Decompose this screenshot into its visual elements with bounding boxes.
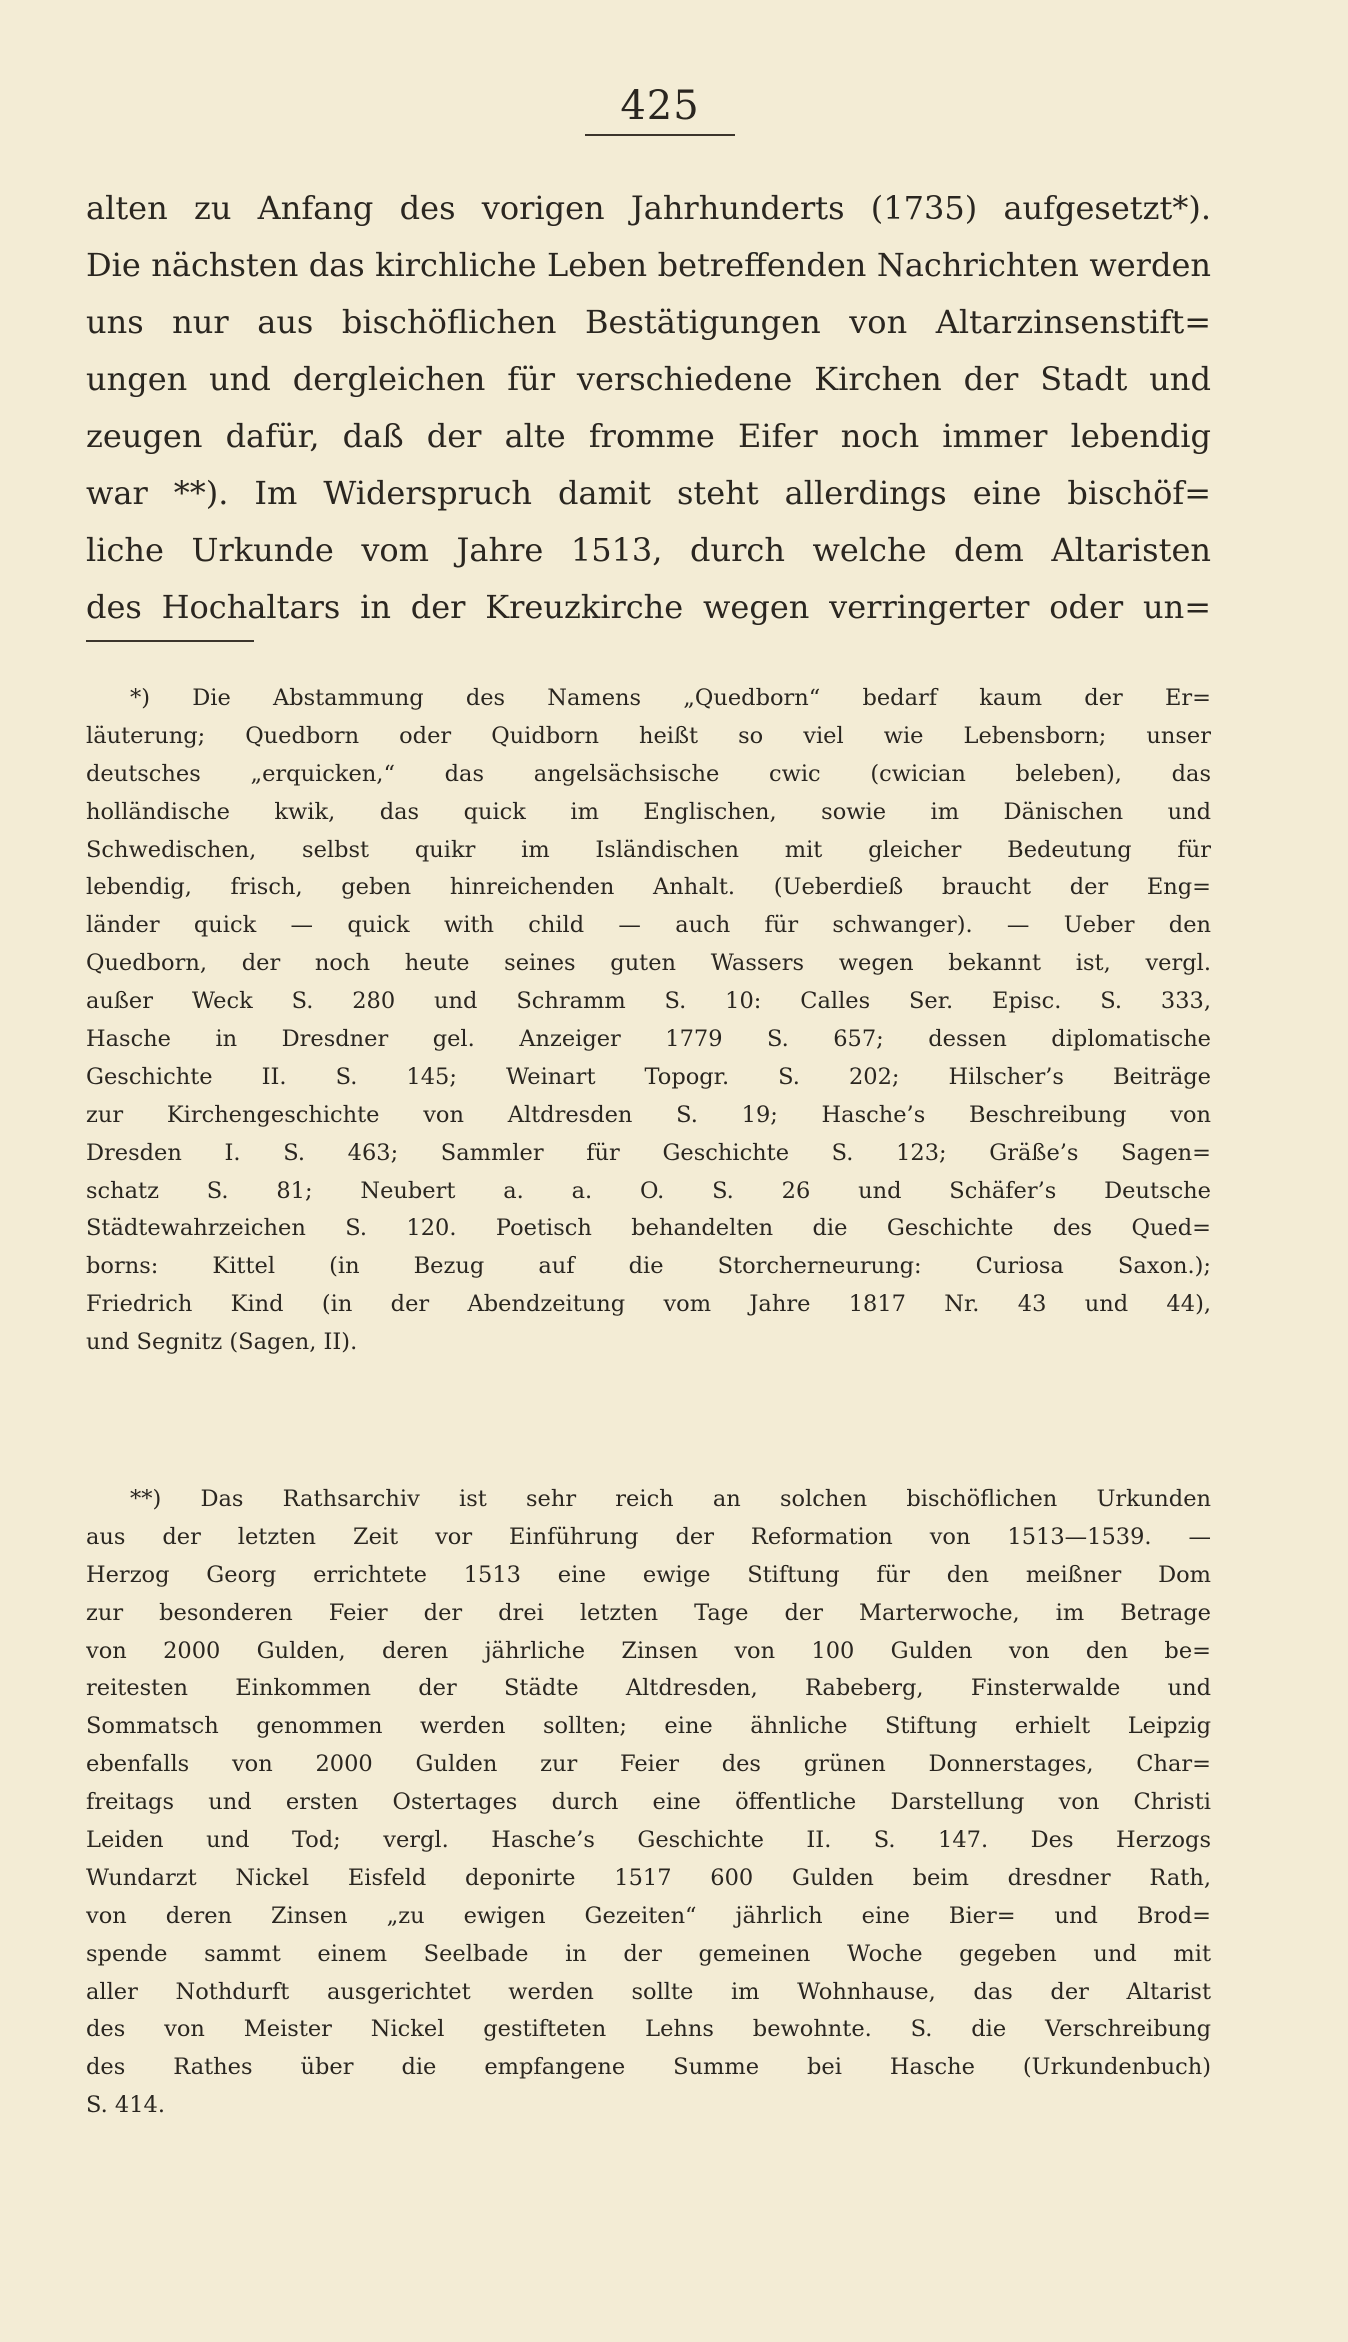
main-text-line: alten zu Anfang des vorigen Jahrhunderts (1735) aufgesetzt*). <box>86 189 1211 227</box>
footnote-line: **) Das Rathsarchiv ist sehr reich an solchen bischöflichen Urkunden <box>130 1486 1211 1512</box>
main-text-line: ungen und dergleichen für verschiedene Kirchen der Stadt und <box>86 360 1211 398</box>
footnote-line: von deren Zinsen „zu ewigen Gezeiten“ jährlich eine Bier= und Brod= <box>86 1902 1211 1929</box>
footnote-line: schatz S. 81; Neubert a. a. O. S. 26 und Schäfer’s Deutsche <box>86 1177 1211 1204</box>
footnote-line: Friedrich Kind (in der Abendzeitung vom Jahre 1817 Nr. 43 und 44), <box>86 1291 1211 1318</box>
footnote-divider <box>86 640 254 642</box>
footnote-line: borns: Kittel (in Bezug auf die Storcherneurung: Curiosa Saxon.); <box>86 1253 1211 1280</box>
footnote-line: aller Nothdurft ausgerichtet werden sollte im Wohnhause, das der Altarist <box>86 1978 1211 2005</box>
footnote-line: Geschichte II. S. 145; Weinart Topogr. S. 202; Hilscher’s Beiträge <box>86 1063 1211 1090</box>
footnote-line: spende sammt einem Seelbade in der gemeinen Woche gegeben und mit <box>86 1940 1211 1967</box>
footnote-line: aus der letzten Zeit vor Einführung der Reformation von 1513—1539. — <box>86 1523 1211 1550</box>
footnote-line: länder quick — quick with child — auch für schwanger). — Ueber den <box>86 912 1211 939</box>
main-text-line: des Hochaltars in der Kreuzkirche wegen verringerter oder un= <box>86 588 1211 626</box>
footnote-line: außer Weck S. 280 und Schramm S. 10: Calles Ser. Episc. S. 333, <box>86 988 1211 1015</box>
footnote-1 <box>86 680 1211 1362</box>
footnote-line: deutsches „erquicken,“ das angelsächsische cwic (cwician beleben), das <box>86 760 1211 787</box>
footnote-line: ebenfalls von 2000 Gulden zur Feier des grünen Donnerstages, Char= <box>86 1751 1211 1778</box>
footnote-line: Quedborn, der noch heute seines guten Wassers wegen bekannt ist, vergl. <box>86 950 1211 977</box>
footnote-2 <box>86 1481 1211 2125</box>
footnote-line: Herzog Georg errichtete 1513 eine ewige Stiftung für den meißner Dom <box>86 1561 1211 1588</box>
footnote-line: holländische kwik, das quick im Englischen, sowie im Dänischen und <box>86 798 1211 825</box>
footnote-line: des Rathes über die empfangene Summe bei Hasche (Urkundenbuch) <box>86 2054 1211 2081</box>
header-rule <box>585 134 735 136</box>
footnote-line: zur besonderen Feier der drei letzten Tage der Marterwoche, im Betrage <box>86 1599 1211 1626</box>
footnote-line: zur Kirchengeschichte von Altdresden S. 19; Hasche’s Beschreibung von <box>86 1101 1211 1128</box>
footnote-line: läuterung; Quedborn oder Quidborn heißt so viel wie Lebensborn; unser <box>86 722 1211 749</box>
footnote-line: lebendig, frisch, geben hinreichenden Anhalt. (Ueberdieß braucht der Eng= <box>86 874 1211 901</box>
footnote-line: Städtewahrzeichen S. 120. Poetisch behandelten die Geschichte des Qued= <box>86 1215 1211 1242</box>
footnote-line: von 2000 Gulden, deren jährliche Zinsen von 100 Gulden von den be= <box>86 1637 1211 1664</box>
main-text <box>86 180 1211 636</box>
footnote-line: *) Die Abstammung des Namens „Quedborn“ bedarf kaum der Er= <box>130 685 1211 711</box>
footnote-line: Hasche in Dresdner gel. Anzeiger 1779 S. 657; dessen diplomatische <box>86 1026 1211 1053</box>
page-number: 425 <box>620 83 700 129</box>
footnote-line: Wundarzt Nickel Eisfeld deponirte 1517 600 Gulden beim dresdner Rath, <box>86 1864 1211 1891</box>
main-text-line: war **). Im Widerspruch damit steht allerdings eine bischöf= <box>86 474 1211 512</box>
footnote-line: Schwedischen, selbst quikr im Isländischen mit gleicher Bedeutung für <box>86 836 1211 863</box>
footnote-line: freitags und ersten Ostertages durch eine öffentliche Darstellung von Christi <box>86 1789 1211 1816</box>
main-text-line: liche Urkunde vom Jahre 1513, durch welche dem Altaristen <box>86 531 1211 569</box>
footnote-line: Leiden und Tod; vergl. Hasche’s Geschichte II. S. 147. Des Herzogs <box>86 1827 1211 1854</box>
footnote-line: reitesten Einkommen der Städte Altdresden, Rabeberg, Finsterwalde und <box>86 1675 1211 1702</box>
main-text-line: zeugen dafür, daß der alte fromme Eifer noch immer lebendig <box>86 417 1211 455</box>
footnote-line: und Segnitz (Sagen, II). <box>86 1329 358 1356</box>
footnote-line: Dresden I. S. 463; Sammler für Geschichte S. 123; Gräße’s Sagen= <box>86 1139 1211 1166</box>
main-text-line: Die nächsten das kirchliche Leben betreffenden Nachrichten werden <box>86 246 1211 284</box>
footnote-line: S. 414. <box>86 2092 166 2119</box>
footnote-line: Sommatsch genommen werden sollten; eine ähnliche Stiftung erhielt Leipzig <box>86 1713 1211 1740</box>
main-text-line: uns nur aus bischöflichen Bestätigungen von Altarzinsenstift= <box>86 303 1211 341</box>
footnote-line: des von Meister Nickel gestifteten Lehns bewohnte. S. die Verschreibung <box>86 2016 1211 2043</box>
